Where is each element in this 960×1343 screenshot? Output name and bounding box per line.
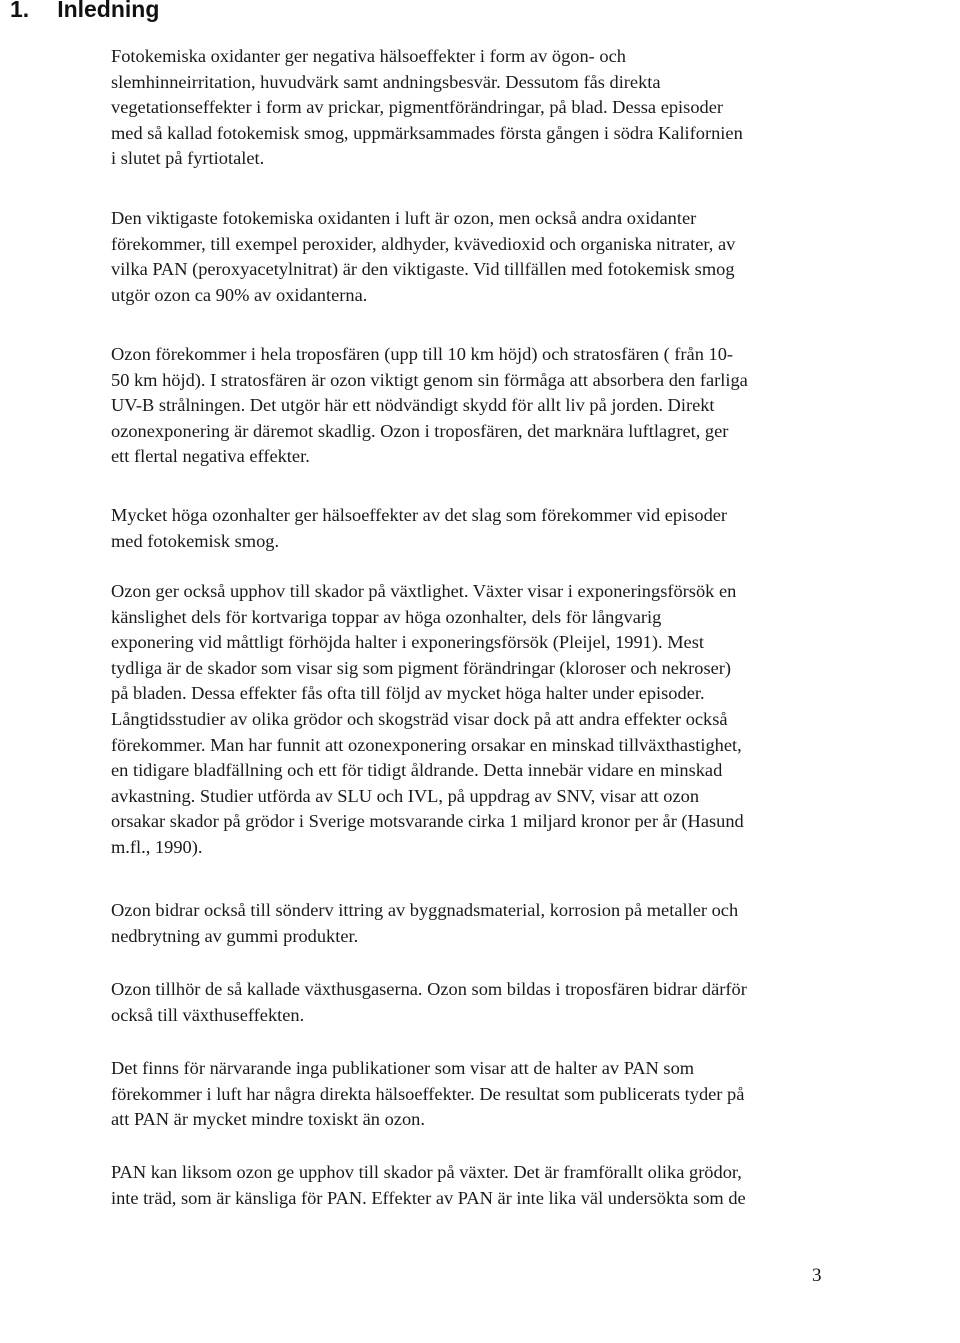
- text-line: slemhinneirritation, huvudvärk samt andningsbesvär. Dessutom fås direkta: [111, 71, 661, 92]
- text-line: i slutet på fyrtiotalet.: [111, 148, 265, 169]
- text-line: med fotokemisk smog.: [111, 530, 280, 551]
- section-heading: [10, 0, 159, 24]
- text-line: Långtidsstudier av olika grödor och skogsträd visar dock på att andra effekter också: [111, 708, 728, 729]
- text-line: exponering vid måttligt förhöjda halter i exponeringsförsök (Pleijel, 1991). Mest: [111, 632, 704, 653]
- text-line: UV-B strålningen. Det utgör här ett nödvändigt skydd för allt liv på jorden. Direkt: [111, 395, 715, 416]
- paragraph-vegetation: [111, 579, 831, 861]
- text-line: med så kallad fotokemisk smog, uppmärksammades första gången i södra Kalifornien: [111, 122, 743, 143]
- text-line: förekommer. Man har funnit att ozonexponering orsakar en minskad tillväxthastighet,: [111, 734, 742, 755]
- paragraph-pan-health: [111, 1056, 831, 1133]
- text-line: Ozon bidrar också till sönderv ittring av byggnadsmaterial, korrosion på metaller och: [111, 900, 739, 920]
- text-line: avkastning. Studier utförda av SLU och IVL, på uppdrag av SNV, visar att ozon: [111, 785, 700, 806]
- text-line: orsakar skador på grödor i Sverige motsvarande cirka 1 miljard kronor per år (Hasund: [111, 811, 744, 832]
- paragraph-ozone-layers: [111, 342, 831, 470]
- text-line: ett flertal negativa effekter.: [111, 446, 310, 467]
- text-line: Det finns för närvarande inga publikationer som visar att de halter av PAN som: [111, 1058, 695, 1078]
- paragraph-materials: [111, 898, 831, 949]
- section-title: Inledning: [57, 0, 160, 22]
- text-line: inte träd, som är känsliga för PAN. Effekter av PAN är inte lika väl undersökta som de: [111, 1187, 746, 1208]
- text-line: på bladen. Dessa effekter fås ofta till följd av mycket höga halter under episoder.: [111, 683, 705, 704]
- text-line: Ozon tillhör de så kallade växthusgaserna. Ozon som bildas i troposfären bidrar därför: [111, 979, 747, 999]
- text-line: 50 km höjd). I stratosfären är ozon viktigt genom sin förmåga att absorbera den farliga: [111, 369, 748, 390]
- paragraph-pan-plants: [111, 1160, 831, 1211]
- section-number: 1.: [10, 0, 30, 22]
- paragraph-oxidants: [111, 206, 831, 308]
- text-line: att PAN är mycket mindre toxiskt än ozon.: [111, 1109, 425, 1130]
- text-line: förekommer, till exempel peroxider, aldhyder, kvävedioxid och organiska nitrater, av: [111, 233, 736, 254]
- text-line: en tidigare bladfällning och ett för tidigt åldrande. Detta innebär vidare en minskad: [111, 760, 723, 781]
- text-line: Mycket höga ozonhalter ger hälsoeffekter av det slag som förekommer vid episoder: [111, 505, 728, 525]
- paragraph-health-effects: [111, 503, 831, 554]
- text-line: vilka PAN (peroxyacetylnitrat) är den viktigaste. Vid tillfällen med fotokemisk smog: [111, 259, 735, 280]
- text-line: Ozon förekommer i hela troposfären (upp till 10 km höjd) och stratosfären ( från 10-: [111, 344, 734, 364]
- text-line: Fotokemiska oxidanter ger negativa hälsoeffekter i form av ögon- och: [111, 46, 626, 66]
- text-line: Den viktigaste fotokemiska oxidanten i luft är ozon, men också andra oxidanter: [111, 208, 697, 228]
- text-line: ozonexponering är däremot skadlig. Ozon i troposfären, det marknära luftlagret, ger: [111, 420, 729, 441]
- text-line: Ozon ger också upphov till skador på växtlighet. Växter visar i exponeringsförsök en: [111, 581, 737, 601]
- text-line: nedbrytning av gummi produkter.: [111, 925, 359, 946]
- text-line: också till växthuseffekten.: [111, 1004, 305, 1025]
- text-line: tydliga är de skador som visar sig som pigment förändringar (kloroser och nekroser): [111, 657, 732, 678]
- paragraph-greenhouse: [111, 977, 831, 1028]
- text-line: vegetationseffekter i form av prickar, pigmentförändringar, på blad. Dessa episoder: [111, 97, 723, 118]
- text-line: m.fl., 1990).: [111, 836, 203, 857]
- paragraph-intro: [111, 44, 831, 172]
- text-line: förekommer i luft har några direkta hälsoeffekter. De resultat som publicerats tyder på: [111, 1083, 745, 1104]
- text-line: utgör ozon ca 90% av oxidanterna.: [111, 284, 368, 305]
- text-line: PAN kan liksom ozon ge upphov till skador på växter. Det är framförallt olika grödor,: [111, 1162, 742, 1182]
- text-line: känslighet dels för kortvariga toppar av höga ozonhalter, dels för långvarig: [111, 606, 662, 627]
- page-number: 3: [812, 1265, 822, 1286]
